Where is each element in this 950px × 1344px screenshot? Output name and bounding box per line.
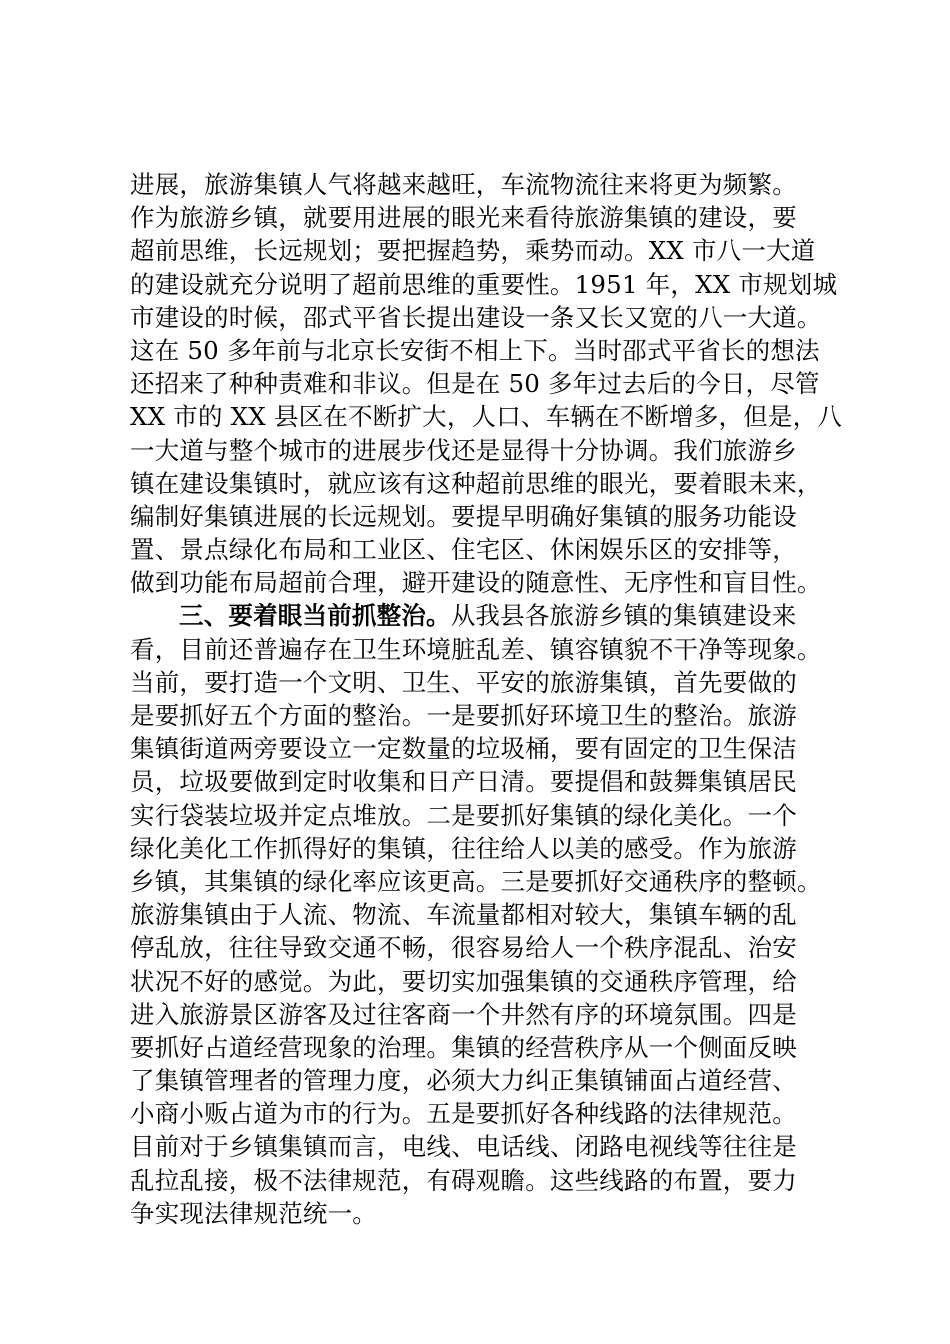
- text-line: 停乱放，往往导致交通不畅，很容易给人一个秩序混乱、治安: [130, 933, 797, 963]
- text-line: 员，垃圾要做到定时收集和日产日清。要提倡和鼓舞集镇居民: [130, 767, 797, 797]
- paragraph-continued: [130, 168, 850, 599]
- text-line: 超前思维，长远规划；要把握趋势，乘势而动。XX 市八一大道: [130, 236, 816, 266]
- text-line: 乡镇，其集镇的绿化率应该更高。三是要抓好交通秩序的整顿。: [130, 866, 822, 896]
- text-line: 进入旅游景区游客及过往客商一个井然有序的环境氛围。四是: [130, 999, 797, 1029]
- body-text: [130, 168, 850, 1230]
- text-line: 集镇街道两旁要设立一定数量的垃圾桶，要有固定的卫生保洁: [130, 734, 797, 764]
- text-line: 看，目前还普遍存在卫生环境脏乱差、镇容镇貌不干净等现象。: [130, 634, 822, 664]
- section-first-line-text: 从我县各旅游乡镇的集镇建设来: [450, 601, 797, 631]
- text-line: 一大道与整个城市的进展步伐还是显得十分协调。我们旅游乡: [130, 435, 797, 465]
- text-line: 编制好集镇进展的长远规划。要提早明确好集镇的服务功能设: [130, 501, 797, 531]
- text-line: 争实现法律规范统一。: [130, 1198, 377, 1228]
- text-line: 作为旅游乡镇，就要用进展的眼光来看待旅游集镇的建设，要: [130, 203, 797, 233]
- text-line: 镇在建设集镇时，就应该有这种超前思维的眼光，要着眼未来，: [130, 468, 822, 498]
- text-line: XX 市的 XX 县区在不断扩大，人口、车辆在不断增多，但是，八: [130, 402, 843, 432]
- section-three-first-line: [130, 599, 850, 632]
- text-line: 要抓好占道经营现象的治理。集镇的经营秩序从一个侧面反映: [130, 1032, 797, 1062]
- text-line: 旅游集镇由于人流、物流、车流量都相对较大，集镇车辆的乱: [130, 900, 797, 930]
- text-line: 还招来了种种责难和非议。但是在 50 多年过去后的今日，尽管: [130, 369, 820, 399]
- text-line: 这在 50 多年前与北京长安街不相上下。当时邵式平省长的想法: [130, 335, 820, 365]
- section-three-paragraph: [130, 599, 850, 1230]
- text-line: 小商小贩占道为市的行为。五是要抓好各种线路的法律规范。: [130, 1099, 797, 1129]
- text-line: 状况不好的感觉。为此，要切实加强集镇的交通秩序管理，给: [130, 966, 797, 996]
- text-line: 进展，旅游集镇人气将越来越旺，车流物流往来将更为频繁。: [130, 170, 797, 199]
- section-heading: 三、要着眼当前抓整治。: [179, 601, 451, 631]
- text-line: 了集镇管理者的管理力度，必须大力纠正集镇铺面占道经营、: [130, 1066, 797, 1096]
- text-line: 实行袋装垃圾并定点堆放。二是要抓好集镇的绿化美化。一个: [130, 800, 797, 830]
- text-line: 目前对于乡镇集镇而言，电线、电话线、闭路电视线等往往是: [130, 1132, 797, 1162]
- text-line: 做到功能布局超前合理，避开建设的随意性、无序性和盲目性。: [130, 568, 822, 598]
- text-line: 置、景点绿化布局和工业区、住宅区、休闲娱乐区的安排等，: [130, 535, 797, 565]
- text-line: 绿化美化工作抓得好的集镇，往往给人以美的感受。作为旅游: [130, 833, 797, 863]
- text-line: 市建设的时候，邵式平省长提出建设一条又长又宽的八一大道。: [130, 302, 822, 332]
- text-line: 的建设就充分说明了超前思维的重要性。1951 年，XX 市规划城: [130, 269, 838, 299]
- text-line: 当前，要打造一个文明、卫生、平安的旅游集镇，首先要做的: [130, 667, 797, 697]
- text-line: 是要抓好五个方面的整治。一是要抓好环境卫生的整治。旅游: [130, 701, 797, 730]
- text-line: 乱拉乱接，极不法律规范，有碍观瞻。这些线路的布置，要力: [130, 1165, 797, 1195]
